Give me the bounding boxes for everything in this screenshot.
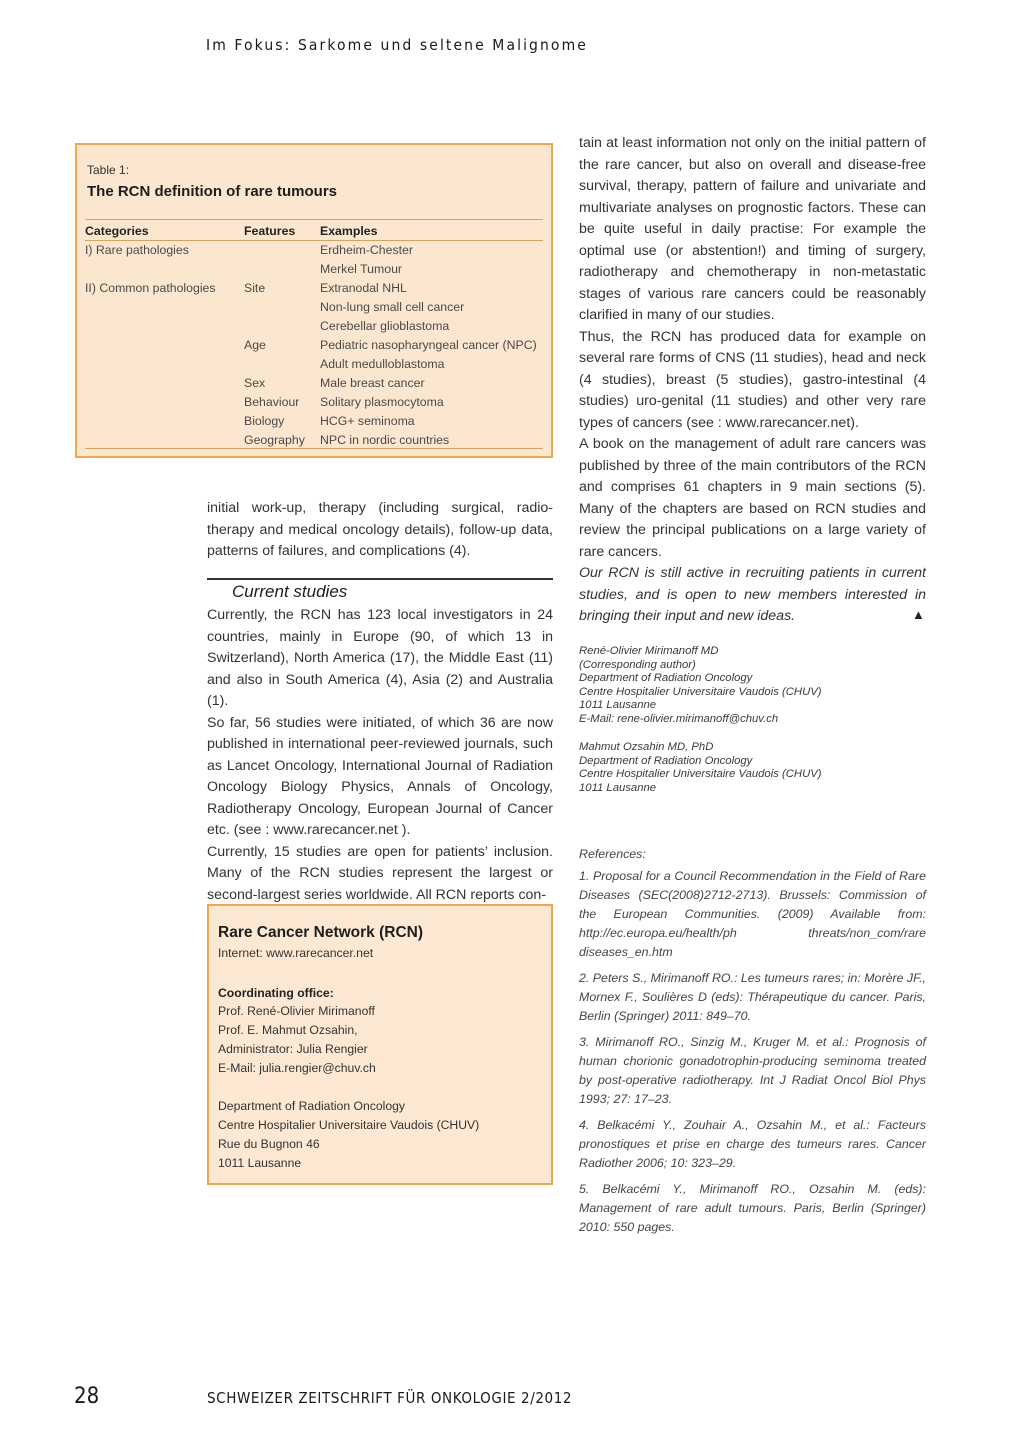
col2-intro-paragraph: initial work-up, therapy (including surgical, radio-therapy and medical oncology details), follow-up data, patterns of failures, and complications (4). [207,500,553,559]
table-cell-example: Pediatric nasopharyngeal cancer (NPC) [320,338,537,352]
table-cell-feature: Age [244,338,266,352]
rcn-info-box [207,904,553,1185]
table-title: The RCN definition of rare tumours [87,183,338,200]
author-name: Mahmut Ozsahin MD, PhD [579,741,714,753]
col3-paragraph: tain at least information not only on the initial pattern of the rare cancer, but also on overall and disease-free survival, therapy, pattern of failure and univariate and multivariate analyses on prognostic factors. These can be quite useful in daily practise: For example the optimal use (or abstention!) and timing of surgery, radiotherapy and chemotherapy in non-metastatic stages of various rare cancers could be reasonably clarified in many of our studies. [579,135,926,323]
table-cell-example: NPC in nordic countries [320,433,450,447]
table-box [75,143,553,458]
table-header-features: Features [244,224,296,238]
table-cell-feature: Geography [244,433,305,447]
col3-paragraph: Thus, the RCN has produced data for example on several rare forms of CNS (11 studies), head and neck (4 studies), breast (5 studies), gastro-intestinal (4 studies) uro-genital (11 studies) and other very rare types of cancers (see : www.rarecancer.net). [579,328,926,431]
rcn-address-line: Rue du Bugnon 46 [218,1137,320,1151]
table-header-categories: Categories [85,224,149,238]
rcn-address-line: 1011 Lausanne [218,1156,302,1170]
table-cell-example: Male breast cancer [320,376,425,390]
table-cell-example: Extranodal NHL [320,281,407,295]
author-line: Centre Hospitalier Universitaire Vaudois (CHUV) [579,685,822,698]
table-bottom-rule [85,448,543,449]
reference-item: 1. Proposal for a Council Recommendation in the Field of Rare Diseases (SEC(2008)2712-2713). Brussels: Commission of the European Communities. (2009) Available from: http://ec.europa.eu/health/ph threats/non_com/rare diseases_en.htm [579,869,926,959]
references [579,845,926,1244]
table-cell-feature: Behaviour [244,395,300,409]
table-cell-example: Adult medulloblastoma [320,357,445,371]
section-divider [207,578,553,580]
current-studies-body [207,605,553,906]
reference-item: 2. Peters S., Mirimanoff RO.: Les tumeurs rares; in: Morère JF., Mornex F., Soulières D (eds): Thérapeutique du cancer. Paris, Berlin (Springer) 2011: 849–70. [579,971,926,1023]
table-cell-example: Non-lung small cell cancer [320,300,465,314]
col3-closing-paragraph: Our RCN is still active in recruiting patients in current studies, and is open to new members interested in bringing their input and new ideas. [579,565,926,624]
col3-paragraph: A book on the management of adult rare cancers was published by three of the main contributors of the RCN and comprises 61 chapters in 9 main sections (5). Many of the chapters are based on RCN studies and review the principal publications on a large variety of rare cancers. [579,436,926,560]
table-cell-category: II) Common pathologies [85,281,216,295]
running-header: Im Fokus: Sarkome und seltene Malignome [206,36,588,54]
table-caption: Table 1: [87,163,130,177]
table-cell-category: I) Rare pathologies [85,243,189,257]
author-line: 1011 Lausanne [579,699,657,712]
rcn-box-title: Rare Cancer Network (RCN) [218,924,423,941]
author-block-2 [579,741,926,795]
rcn-internet: Internet: www.rarecancer.net [218,946,374,960]
author-line: E-Mail: rene-olivier.mirimanoff@chuv.ch [579,712,779,725]
table-cell-feature: Biology [244,414,285,428]
author-line: Department of Radiation Oncology [579,672,753,685]
reference-item: 4. Belkacémi Y., Zouhair A., Ozsahin M., et al.: Facteurs pronostiques et prise en charge des tumeurs rares. Cancer Radiother 2006; 10: 323–29. [579,1118,926,1170]
table-cell-example: HCG+ seminoma [320,414,415,428]
page-number: 28 [74,1384,100,1409]
rcn-contact-line: Prof. René-Olivier Mirimanoff [218,1004,375,1018]
references-title: References: [579,847,646,861]
table-cell-example: Erdheim-Chester [320,243,413,257]
rcn-contact-line: Administrator: Julia Rengier [218,1042,368,1056]
current-studies-paragraph: So far, 56 studies were initiated, of which 36 are now published in international peer-reviewed journals, such as Lancet Oncology, International Journal of Radiation Oncology Biology Physics, Annals of Oncology, Radiotherapy Oncology, European Journal of Cancer etc. (see : www.rarecancer.net ). [207,714,553,838]
author-name: René-Olivier Mirimanoff MD [579,645,719,657]
table-cell-example: Solitary plasmocytoma [320,395,444,409]
rcn-contact-line: E-Mail: julia.rengier@chuv.ch [218,1061,376,1075]
reference-item: 3. Mirimanoff RO., Sinzig M., Kruger M. et al.: Prognosis of human chorionic gonadotrophin-producing seminoma treated by post-operative radiotherapy. Int J Radiat Oncol Biol Phys 1993; 27: 17–23. [579,1035,926,1106]
end-mark-icon: ▲ [912,607,925,622]
reference-item: 5. Belkacémi Y., Mirimanoff RO., Ozsahin M. (eds): Management of rare adult tumours. Paris, Berlin (Springer) 2010: 550 pages. [579,1182,926,1234]
table-header-rule [85,240,543,241]
table-header-examples: Examples [320,224,378,238]
author-line: 1011 Lausanne [579,781,657,794]
author-line: (Corresponding author) [579,658,696,671]
author-block-1 [579,645,926,727]
author-line: Department of Radiation Oncology [579,754,753,767]
table-cell-example: Cerebellar glioblastoma [320,319,450,333]
table-cell-example: Merkel Tumour [320,262,403,276]
current-studies-paragraph: Currently, 15 studies are open for patients’ inclusion. Many of the RCN studies represent the largest or second-largest series worldwide. All RCN reports con- [207,843,553,903]
rcn-office-label: Coordinating office: [218,986,334,1000]
author-line: Centre Hospitalier Universitaire Vaudois (CHUV) [579,768,822,781]
current-studies-heading: Current studies [232,582,348,601]
table-cell-feature: Sex [244,376,266,390]
col3-body [579,133,926,628]
current-studies-paragraph: Currently, the RCN has 123 local investigators in 24 countries, mainly in Europe (90, of which 13 in Switzerland), North America (17), the Middle East (11) and also in South America (4), Asia (2) and Australia (1). [207,607,553,709]
rcn-address-line: Centre Hospitalier Universitaire Vaudois (CHUV) [218,1118,480,1132]
rcn-address-line: Department of Radiation Oncology [218,1099,405,1113]
journal-footer: SCHWEIZER ZEITSCHRIFT FÜR ONKOLOGIE 2/2012 [207,1389,573,1407]
table-cell-feature: Site [244,281,266,295]
table-top-rule [85,219,543,220]
rcn-contact-line: Prof. E. Mahmut Ozsahin, [218,1023,358,1037]
